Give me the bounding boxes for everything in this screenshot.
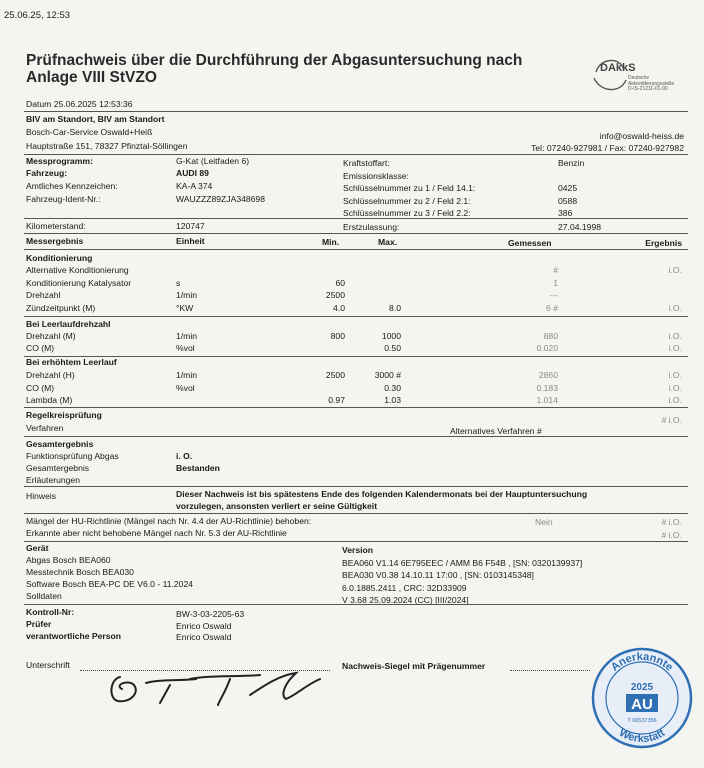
version-row: BEA060 V1.14 6E795EEC / AMM B6 F54B , [SN: 0320139937] [342, 558, 583, 568]
kraftstoff-value: Benzin [558, 158, 585, 168]
seal-year: 2025 [630, 682, 654, 693]
pruefer-value: Enrico Oswald [176, 621, 232, 631]
datum: Datum 25.06.2025 12:53:36 [26, 99, 133, 109]
dakks-line-3: D-IS-21211-01-00 [628, 86, 668, 92]
th-messergebnis: Messergebnis [26, 236, 84, 246]
th-min: Min. [322, 237, 340, 247]
row-gemessen: # [553, 265, 558, 275]
row-max: 8.0 [389, 302, 401, 313]
row-gemessen: 0.183 [536, 382, 558, 393]
hinweis-line-1: Dieser Nachweis ist bis spätestens Ende des folgenden Kalendermonats bei der Hauptuntersuchung [176, 489, 588, 499]
th-max: Max. [378, 237, 398, 247]
seal-number: T 06537356 [627, 718, 657, 724]
version-row: BEA030 V0.38 14.10.11 17:00 , [SN: 0103145348] [342, 570, 534, 580]
kontroll-label: Kontroll-Nr: [26, 607, 75, 617]
row-label: Konditionierung Katalysator [26, 277, 132, 288]
maengel-2-ergebnis: # i.O. [661, 530, 682, 540]
seal-arc-top: Anerkannte [608, 650, 676, 674]
row-gemessen: 2860 [538, 370, 558, 380]
hinweis-label: Hinweis [26, 491, 57, 501]
th-einheit: Einheit [176, 236, 205, 246]
ez-label: Erstzulassung: [343, 222, 400, 232]
gesamt-label: Gesamtergebnis [26, 463, 90, 473]
sn1-label: Schlüsselnummer zu 1 / Feld 14.1: [343, 183, 476, 193]
maengel-1-label: Mängel der HU-Richtlinie (Mängel nach Nr. 4.4 der AU-Richtlinie) behoben: [26, 516, 312, 526]
row-gemessen: 0.020 [536, 343, 558, 353]
regel-ergebnis: # i.O. [661, 415, 682, 425]
row-einheit: 1/min [176, 331, 198, 341]
dakks-logo [590, 52, 686, 98]
row-einheit: °KW [176, 302, 194, 313]
row-einheit: 1/min [176, 370, 198, 380]
geraet-title: Gerät [26, 543, 49, 553]
company-phone: Tel: 07240-927981 / Fax: 07240-927982 [531, 143, 684, 153]
row-gemessen: 6 # [546, 302, 558, 313]
km-value: 120747 [176, 221, 205, 231]
row-label: Lambda (M) [26, 395, 73, 405]
sn3-value: 386 [558, 208, 573, 218]
version-row: 6.0.1885.2411 , CRC: 32D33909 [342, 583, 467, 593]
km-label: Kilometerstand: [26, 221, 86, 231]
row-ergebnis: i.O. [668, 370, 682, 380]
seal-arc-bottom: Werkstatt [617, 726, 668, 746]
title-line-2: Anlage VIII StVZO [26, 69, 157, 86]
version-row: V 3.68 25.09.2024 (CC) [III/2024] [342, 595, 469, 605]
row-einheit: %vol [176, 382, 195, 393]
row-min: 0.97 [328, 395, 345, 405]
messprogramm-value: G-Kat (Leitfaden 6) [176, 156, 250, 166]
dakks-name: DAkkS [600, 62, 636, 74]
row-gemessen: 1.014 [536, 395, 558, 405]
verantw-label: verantwortliche Person [26, 631, 122, 641]
ident-value: WAUZZZ89ZJA348698 [176, 194, 265, 204]
signature-scribble [100, 665, 340, 710]
row-label: Drehzahl (M) [26, 331, 76, 341]
messprogramm-label: Messprogramm: [26, 156, 93, 166]
title-line-1: Prüfnachweis über die Durchführung der Abgasuntersuchung nach [26, 52, 523, 69]
funktion-label: Funktionsprüfung Abgas [26, 451, 119, 461]
seal-au: AU [631, 696, 653, 713]
biv: BIV am Standort, BIV am Standort [26, 114, 165, 124]
sn1-value: 0425 [558, 183, 578, 193]
row-min: 60 [335, 277, 345, 288]
unterschrift-label: Unterschrift [26, 660, 70, 670]
kontroll-value: BW-3-03-2205-63 [176, 609, 245, 619]
sn2-label: Schlüsselnummer zu 2 / Feld 2.1: [343, 196, 471, 206]
row-gemessen: 1 [553, 277, 558, 288]
verfahren-label: Verfahren [26, 423, 64, 433]
row-ergebnis: i.O. [668, 265, 682, 275]
row-min: 800 [330, 331, 345, 341]
row-label: Zündzeitpunkt (M) [26, 302, 96, 313]
company-email: info@oswald-heiss.de [599, 131, 684, 141]
row-label: CO (M) [26, 343, 55, 353]
hinweis-line-2: vorzulegen, ansonsten verliert er seine Gültigkeit [176, 501, 378, 511]
company-address: Hauptstraße 151, 78327 Pfinztal-Söllingen [26, 141, 188, 151]
gesamt-title: Gesamtergebnis [26, 439, 94, 449]
row-label: Alternative Konditionierung [26, 265, 129, 275]
erhoeht-title: Bei erhöhtem Leerlauf [26, 357, 117, 367]
ident-label: Fahrzeug-Ident-Nr.: [26, 194, 101, 204]
fahrzeug-label: Fahrzeug: [26, 168, 68, 178]
row-ergebnis: i.O. [668, 302, 682, 313]
row-min: 4.0 [333, 302, 345, 313]
fahrzeug-value: AUDI 89 [176, 168, 209, 178]
row-max: 0.50 [384, 343, 401, 353]
kraftstoff-label: Kraftstoffart: [343, 158, 390, 168]
emission-label: Emissionsklasse: [343, 171, 409, 181]
row-ergebnis: i.O. [668, 343, 682, 353]
row-ergebnis: i.O. [668, 382, 682, 393]
row-ergebnis: i.O. [668, 331, 682, 341]
erlaeuterungen-label: Erläuterungen [26, 475, 80, 485]
maengel-1-ergebnis: # i.O. [661, 517, 682, 527]
kennzeichen-value: KA-A 374 [176, 181, 213, 191]
maengel-1-value: Nein [535, 517, 553, 527]
company-name: Bosch-Car-Service Oswald+Heiß [26, 127, 153, 137]
verfahren-value: Alternatives Verfahren # [450, 426, 542, 436]
geraet-row: Messtechnik Bosch BEA030 [26, 567, 134, 577]
row-min: 2500 [325, 290, 345, 300]
row-label: CO (M) [26, 382, 55, 393]
siegel-label: Nachweis-Siegel mit Prägenummer [342, 661, 486, 671]
konditionierung-title: Konditionierung [26, 253, 93, 263]
row-max: 1.03 [384, 395, 401, 405]
geraet-row: Abgas Bosch BEA060 [26, 555, 111, 565]
row-gemessen: --- [549, 290, 558, 300]
au-seal [590, 646, 694, 750]
maengel-2-label: Erkannte aber nicht behobene Mängel nach Nr. 5.3 der AU-Richtlinie [26, 528, 287, 538]
row-max: 0.30 [384, 382, 401, 393]
row-gemessen: 880 [543, 331, 558, 341]
row-min: 2500 [325, 370, 345, 380]
row-einheit: 1/min [176, 290, 198, 300]
row-label: Drehzahl (H) [26, 370, 75, 380]
geraet-row: Solldaten [26, 591, 62, 601]
print-timestamp: 25.06.25, 12:53 [4, 10, 71, 21]
row-einheit: %vol [176, 343, 195, 353]
document-title [26, 52, 522, 86]
funktion-value: i. O. [176, 451, 193, 461]
dakks-line-2: Akkreditierungsstelle [628, 80, 675, 87]
th-gemessen: Gemessen [508, 238, 552, 248]
row-einheit: s [176, 277, 181, 288]
leerlauf-title: Bei Leerlaufdrehzahl [26, 319, 111, 329]
pruefer-label: Prüfer [26, 619, 52, 629]
kennzeichen-label: Amtliches Kennzeichen: [26, 181, 118, 191]
sn3-label: Schlüsselnummer zu 3 / Feld 2.2: [343, 208, 471, 218]
sn2-value: 0588 [558, 196, 578, 206]
row-max: 1000 [381, 331, 401, 341]
regel-title: Regelkreisprüfung [26, 410, 102, 420]
row-max: 3000 # [374, 370, 401, 380]
row-label: Drehzahl [26, 290, 61, 300]
version-title: Version [342, 545, 374, 555]
au-seal-icon [590, 646, 694, 750]
ez-value: 27.04.1998 [558, 222, 602, 232]
th-ergebnis: Ergebnis [645, 238, 682, 248]
verantw-value: Enrico Oswald [176, 632, 232, 642]
row-ergebnis: i.O. [668, 395, 682, 405]
geraet-row: Software Bosch BEA-PC DE V6.0 - 11.2024 [26, 579, 194, 589]
gesamt-value: Bestanden [176, 463, 220, 473]
dakks-line-1: Deutsche [628, 75, 650, 81]
